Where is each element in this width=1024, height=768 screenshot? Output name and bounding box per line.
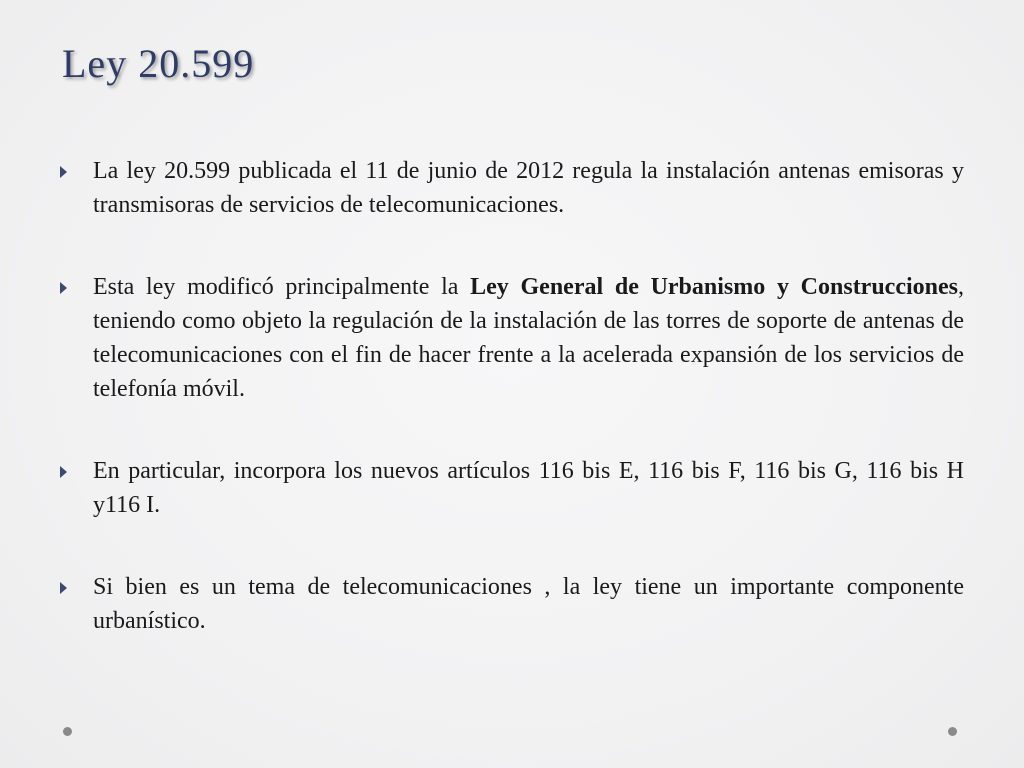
dot-icon [63,727,72,736]
bullet-item [60,454,964,522]
triangle-right-icon [60,166,67,178]
bullet-list [60,154,964,686]
bullet-text: , teniendo como objeto la regulación de la instalación de las torres de soporte de antenas de telecomunicaciones con el fin de hacer frente a la acelerada expansión de los servicios de telefonía móvil. [93,274,964,402]
bullet-text: La ley 20.599 publicada el 11 de junio de 2012 regula la instalación antenas emisoras y transmisoras de servicios de telecomunicaciones. [93,158,964,218]
bullet-text: Si bien es un tema de telecomunicaciones , la ley tiene un importante componente urbanístico. [93,574,964,634]
bullet-text-bold: Ley General de Urbanismo y Construcciones [470,274,958,300]
bullet-text: Esta ley modificó principalmente la [93,274,471,300]
triangle-right-icon [60,582,67,594]
triangle-right-icon [60,282,67,294]
dot-icon [948,727,957,736]
bullet-text: En particular, incorpora los nuevos artículos 116 bis E, 116 bis F, 116 bis G, 116 bis H y116 I. [93,458,964,518]
bullet-item [60,270,964,406]
bullet-item [60,154,964,222]
triangle-right-icon [60,466,67,478]
slide-title: Ley 20.599 [62,41,255,86]
bullet-item [60,570,964,638]
